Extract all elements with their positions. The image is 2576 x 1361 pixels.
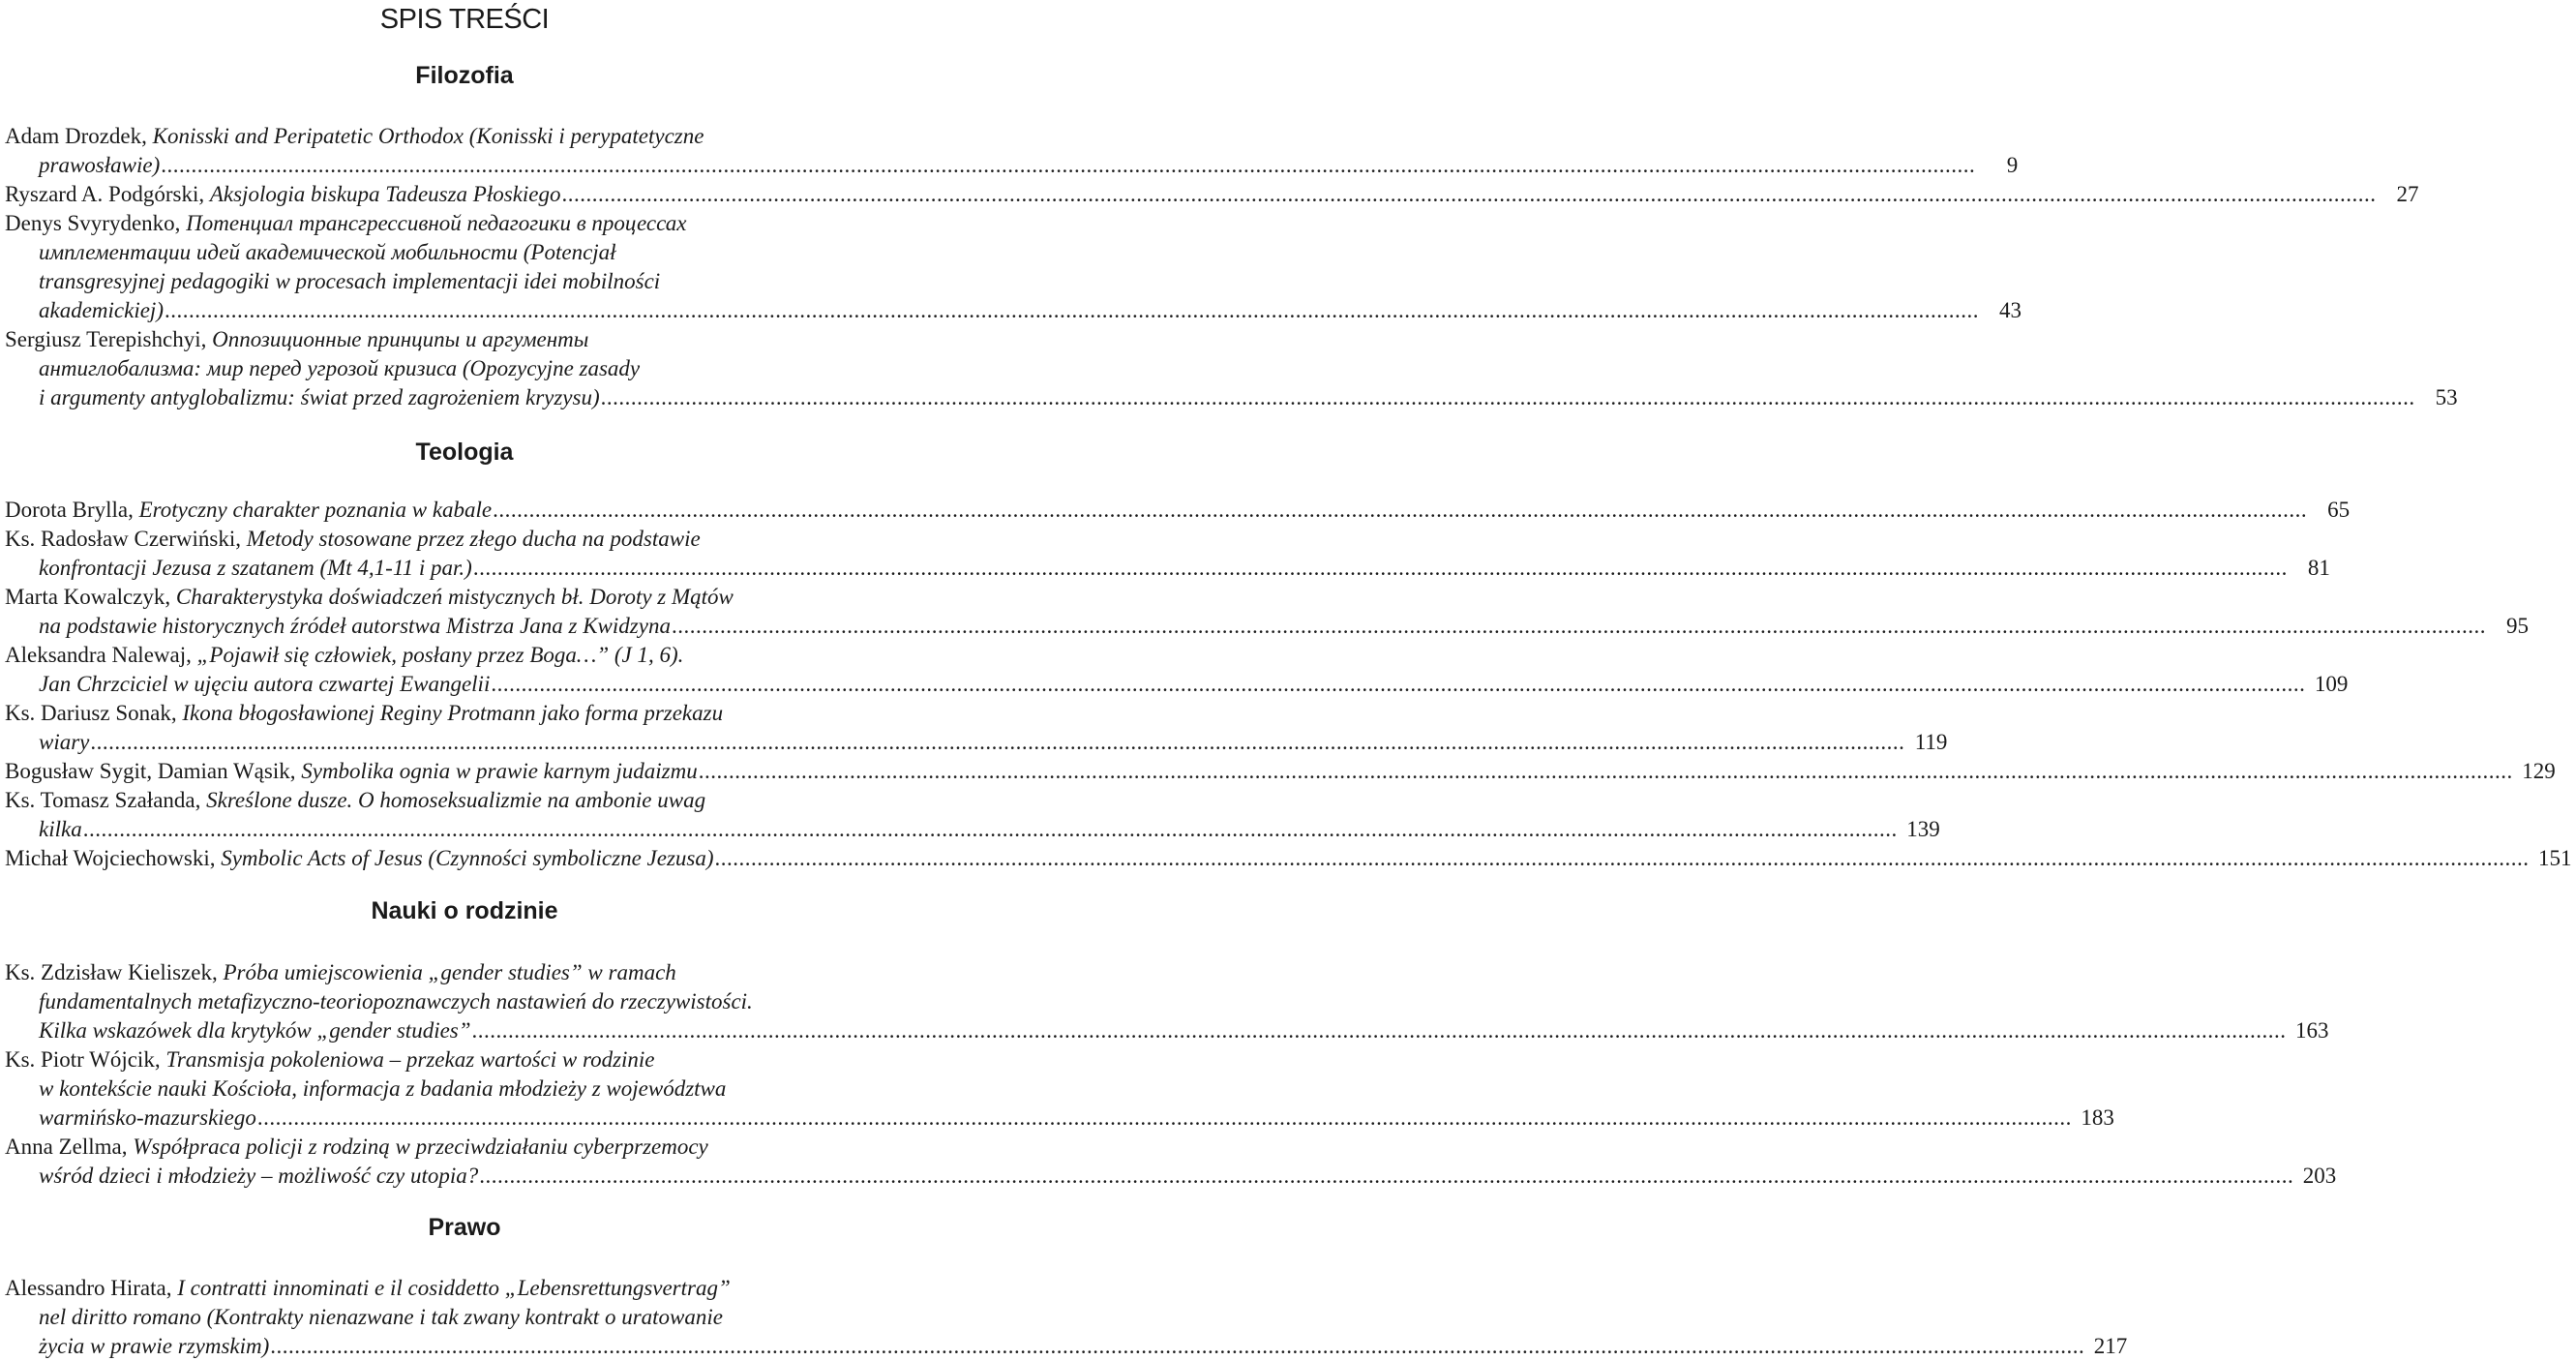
toc-entry-row	[39, 1162, 2337, 1191]
toc-entry[interactable]	[0, 1133, 2337, 1191]
toc-entry[interactable]	[0, 958, 2329, 1045]
toc-leader-dots: ............................................................................................................................................................................................................................................................................................................	[698, 759, 2513, 783]
toc-entry-line	[0, 987, 929, 1016]
toc-entry-text	[5, 496, 492, 525]
toc-author: Ks. Zdzisław Kieliszek,	[5, 960, 224, 984]
toc-page-number: 65	[2327, 498, 2351, 522]
toc-entry-row	[39, 728, 1948, 757]
toc-author: Sergiusz Terepishchyi,	[5, 327, 213, 351]
toc-entry-text	[39, 815, 82, 844]
toc-article-title: Aksjologia biskupa Tadeusza Płoskiego	[209, 182, 561, 206]
toc-entry-text	[5, 1274, 731, 1303]
toc-entry-row	[5, 496, 2351, 525]
toc-article-title: антиглобализма: мир перед угрозой кризиса (Opozycyjne zasady	[39, 356, 641, 380]
toc-entry-line	[0, 525, 929, 554]
toc-page-number: 53	[2435, 385, 2458, 409]
toc-entry-last-line	[0, 1016, 2329, 1045]
toc-entry[interactable]	[0, 525, 2330, 583]
toc-entry-row	[5, 757, 2556, 786]
toc-entry[interactable]	[0, 1274, 2128, 1361]
toc-article-title: konfrontacji Jezusa z szatanem (Mt 4,1-11 i par.)	[39, 556, 472, 580]
toc-leader-dots: ............................................................................................................................................................................................................................................................................................................	[714, 846, 2530, 870]
toc-article-title: fundamentalnych metafizyczno-teoriopoznawczych nastawień do rzeczywistości.	[39, 989, 753, 1013]
toc-entry-text	[5, 180, 561, 209]
toc-entry-row	[39, 151, 2019, 180]
toc-article-title: Kilka wskazówek dla krytyków „gender studies”	[39, 1018, 471, 1043]
toc-entry-text	[5, 786, 705, 815]
toc-entry-row	[39, 554, 2330, 583]
toc-leader-dots: ............................................................................................................................................................................................................................................................................................................	[472, 556, 2288, 580]
toc-page-number: 139	[1906, 817, 1940, 841]
toc-entry-text	[5, 583, 734, 612]
toc-article-title: wiary	[39, 730, 90, 754]
toc-article-title: Transmisja pokoleniowa – przekaz wartości w rodzinie	[165, 1047, 655, 1072]
toc-entry-line	[0, 699, 929, 728]
toc-article-title: warmińsko-mazurskiego	[39, 1105, 256, 1130]
toc-leader-dots: ............................................................................................................................................................................................................................................................................................................	[270, 1334, 2085, 1358]
toc-author: Ryszard A. Podgórski,	[5, 182, 210, 206]
toc-entry-row	[39, 1104, 2114, 1133]
toc-leader-dots: ............................................................................................................................................................................................................................................................................................................	[90, 730, 1905, 754]
toc-article-title: i argumenty antyglobalizmu: świat przed zagrożeniem kryzysu)	[39, 385, 600, 409]
toc-entry-text	[39, 1074, 726, 1104]
toc-entry-line	[0, 1303, 929, 1332]
toc-entry[interactable]	[0, 699, 1948, 757]
toc-author: Alessandro Hirata,	[5, 1276, 178, 1300]
toc-article-title: Konisski and Peripatetic Orthodox (Konisski i perypatetyczne	[152, 124, 704, 148]
toc-entry-text	[5, 958, 676, 987]
toc-article-title: kilka	[39, 817, 82, 841]
toc-entry-last-line	[0, 383, 2458, 412]
toc-entry-text	[39, 354, 640, 383]
toc-entry-row	[39, 1332, 2128, 1361]
toc-leader-dots: ............................................................................................................................................................................................................................................................................................................	[561, 182, 2377, 206]
toc-entry-row	[39, 383, 2458, 412]
toc-author: Ks. Dariusz Sonak,	[5, 701, 183, 725]
toc-page-number: 183	[2081, 1105, 2114, 1130]
toc-entry-text	[39, 267, 660, 296]
toc-author: Adam Drozdek,	[5, 124, 153, 148]
toc-entry-line	[0, 267, 929, 296]
toc-author: Michał Wojciechowski,	[5, 846, 222, 870]
page-title: SPIS TREŚCI	[379, 4, 550, 35]
toc-entry-last-line	[0, 815, 1940, 844]
toc-author: Bogusław Sygit, Damian Wąsik,	[5, 759, 302, 783]
section-heading: Filozofia	[415, 62, 514, 89]
section-heading: Nauki o rodzinie	[371, 897, 558, 924]
toc-leader-dots: ............................................................................................................................................................................................................................................................................................................	[600, 385, 2415, 409]
toc-entry-last-line	[0, 151, 2019, 180]
toc-entry-text	[5, 1045, 655, 1074]
toc-entry-text	[39, 151, 160, 180]
toc-entry-text	[39, 728, 89, 757]
toc-entry-last-line	[0, 1162, 2337, 1191]
toc-entry-line	[0, 209, 929, 238]
toc-entry-line	[0, 1274, 929, 1303]
toc-entry-row	[39, 815, 1940, 844]
toc-entry[interactable]	[0, 786, 1940, 844]
toc-page-number: 151	[2538, 846, 2572, 870]
toc-article-title: Metody stosowane przez złego ducha na podstawie	[246, 527, 701, 551]
toc-entry-row	[5, 180, 2419, 209]
toc-leader-dots: ............................................................................................................................................................................................................................................................................................................	[471, 1018, 2287, 1043]
toc-entry[interactable]	[0, 325, 2458, 412]
toc-entry-last-line	[0, 612, 2529, 641]
toc-entry[interactable]	[0, 496, 2351, 525]
toc-author: Marta Kowalczyk,	[5, 585, 176, 609]
toc-article-title: Потенциал трансгрессивной педагогики в процессах	[186, 211, 687, 235]
toc-entry-row	[39, 296, 2022, 325]
toc-entry-text	[39, 1332, 269, 1361]
toc-entry-text	[39, 670, 490, 699]
toc-article-title: w kontekście nauki Kościoła, informacja z badania młodzieży z województwa	[39, 1076, 727, 1101]
toc-entry-line	[0, 325, 929, 354]
toc-page-number: 129	[2522, 759, 2556, 783]
toc-leader-dots: ............................................................................................................................................................................................................................................................................................................	[671, 614, 2486, 638]
toc-entry-text	[5, 325, 588, 354]
toc-entry-line	[0, 1074, 929, 1104]
toc-entry-last-line	[0, 296, 2022, 325]
toc-author: Denys Svyrydenko,	[5, 211, 187, 235]
toc-leader-dots: ............................................................................................................................................................................................................................................................................................................	[161, 153, 1976, 177]
toc-leader-dots: ............................................................................................................................................................................................................................................................................................................	[491, 672, 2306, 696]
toc-entry-line	[0, 958, 929, 987]
toc-entry-line	[0, 238, 929, 267]
toc-entry-last-line	[0, 757, 2556, 786]
toc-article-title: transgresyjnej pedagogiki w procesach implementacji idei mobilności	[39, 269, 661, 293]
toc-entry-text	[39, 383, 600, 412]
toc-entry[interactable]	[0, 844, 2572, 873]
toc-entry-text	[39, 612, 671, 641]
toc-entry-last-line	[0, 728, 1948, 757]
toc-article-title: имплементации идей академической мобильности (Potencjał	[39, 240, 616, 264]
toc-author: Ks. Tomasz Szałanda,	[5, 788, 207, 812]
toc-article-title: Współpraca policji z rodziną w przeciwdziałaniu cyberprzemocy	[133, 1134, 708, 1159]
section-heading: Teologia	[415, 439, 514, 466]
toc-article-title: Próba umiejscowienia „gender studies” w ramach	[223, 960, 676, 984]
toc-page-number: 109	[2314, 672, 2349, 696]
toc-entry-last-line	[0, 1332, 2128, 1361]
toc-author: Ks. Piotr Wójcik,	[5, 1047, 166, 1072]
toc-entry-row	[39, 1016, 2329, 1045]
toc-author: Anna Zellma,	[5, 1134, 134, 1159]
toc-article-title: Charakterystyka doświadczeń mistycznych bł. Doroty z Mątów	[175, 585, 734, 609]
toc-entry-last-line	[0, 844, 2572, 873]
toc-page-number: 9	[2006, 153, 2019, 177]
toc-entry-text	[39, 238, 616, 267]
toc-leader-dots: ............................................................................................................................................................................................................................................................................................................	[82, 817, 1898, 841]
toc-article-title: I contratti innominati e il cosiddetto „Lebensrettungsvertrag”	[177, 1276, 731, 1300]
toc-entry-text	[5, 757, 698, 786]
section-heading: Prawo	[428, 1214, 501, 1241]
toc-entry-line	[0, 1133, 929, 1162]
toc-leader-dots: ............................................................................................................................................................................................................................................................................................................	[164, 298, 1979, 322]
toc-entry-text	[5, 699, 723, 728]
toc-entry-text	[39, 1104, 256, 1133]
toc-entry-row	[5, 844, 2572, 873]
toc-article-title: Erotyczny charakter poznania w kabale	[138, 498, 493, 522]
toc-entry-last-line	[0, 1104, 2114, 1133]
toc-leader-dots: ............................................................................................................................................................................................................................................................................................................	[256, 1105, 2072, 1130]
toc-author: Aleksandra Nalewaj,	[5, 643, 197, 667]
toc-author: Dorota Brylla,	[5, 498, 139, 522]
toc-entry[interactable]	[0, 757, 2556, 786]
toc-page-number: 203	[2302, 1164, 2337, 1188]
toc-entry-text	[5, 844, 714, 873]
toc-entry-text	[39, 1162, 478, 1191]
toc-entry[interactable]	[0, 1045, 2114, 1133]
toc-article-title: „Pojawił się człowiek, posłany przez Boga…” (J 1, 6).	[196, 643, 684, 667]
toc-entry-text	[39, 296, 164, 325]
toc-article-title: na podstawie historycznych źródeł autorstwa Mistrza Jana z Kwidzyna	[39, 614, 671, 638]
toc-article-title: akademickiej)	[39, 298, 164, 322]
toc-entry-line	[0, 583, 929, 612]
toc-article-title: Ikona błogosławionej Reginy Protmann jako forma przekazu	[182, 701, 724, 725]
toc-article-title: Symbolika ognia w prawie karnym judaizmu	[301, 759, 698, 783]
toc-entry-row	[39, 670, 2349, 699]
toc-article-title: nel diritto romano (Kontrakty nienazwane i tak zwany kontrakt o uratowanie	[39, 1305, 723, 1329]
toc-entry[interactable]	[0, 209, 2022, 325]
toc-article-title: Skreślone dusze. O homoseksualizmie na ambonie uwag	[206, 788, 706, 812]
toc-article-title: życia w prawie rzymskim)	[39, 1334, 270, 1358]
toc-entry[interactable]	[0, 122, 2019, 180]
toc-entry-row	[39, 612, 2529, 641]
toc-article-title: Symbolic Acts of Jesus (Czynności symboliczne Jezusa)	[221, 846, 714, 870]
toc-page-number: 43	[1998, 298, 2022, 322]
toc-article-title: Оппозиционные принципы и аргументы	[212, 327, 589, 351]
toc-entry-text	[5, 209, 686, 238]
toc-entry-text	[5, 641, 683, 670]
toc-entry-text	[39, 554, 472, 583]
toc-page-number: 95	[2505, 614, 2529, 638]
toc-article-title: wśród dzieci i młodzieży – możliwość czy utopia?	[39, 1164, 479, 1188]
toc-entry[interactable]	[0, 583, 2529, 641]
toc-entry-text	[5, 525, 701, 554]
toc-entry-line	[0, 122, 929, 151]
toc-entry-text	[5, 122, 704, 151]
toc-entry-text	[5, 1133, 708, 1162]
toc-page-number: 217	[2093, 1334, 2128, 1358]
toc-page-number: 27	[2396, 182, 2419, 206]
toc-article-title: prawosławie)	[39, 153, 161, 177]
toc-entry[interactable]	[0, 641, 2349, 699]
toc-entry-line	[0, 354, 929, 383]
toc-article-title: Jan Chrzciciel w ujęciu autora czwartej Ewangelii	[39, 672, 491, 696]
toc-entry-text	[39, 1016, 471, 1045]
toc-entry-last-line	[0, 180, 2419, 209]
toc-page-number: 119	[1914, 730, 1948, 754]
toc-entry-last-line	[0, 670, 2349, 699]
toc-entry-line	[0, 641, 929, 670]
toc-leader-dots: ............................................................................................................................................................................................................................................................................................................	[479, 1164, 2294, 1188]
toc-entry-text	[39, 1303, 723, 1332]
toc-entry[interactable]	[0, 180, 2419, 209]
toc-entry-last-line	[0, 554, 2330, 583]
toc-page-number: 81	[2307, 556, 2330, 580]
toc-leader-dots: ............................................................................................................................................................................................................................................................................................................	[493, 498, 2308, 522]
toc-entry-line	[0, 1045, 929, 1074]
toc-page-number: 163	[2295, 1018, 2329, 1043]
toc-entry-text	[39, 987, 753, 1016]
toc-author: Ks. Radosław Czerwiński,	[5, 527, 247, 551]
toc-entry-last-line	[0, 496, 2351, 525]
toc-entry-line	[0, 786, 929, 815]
